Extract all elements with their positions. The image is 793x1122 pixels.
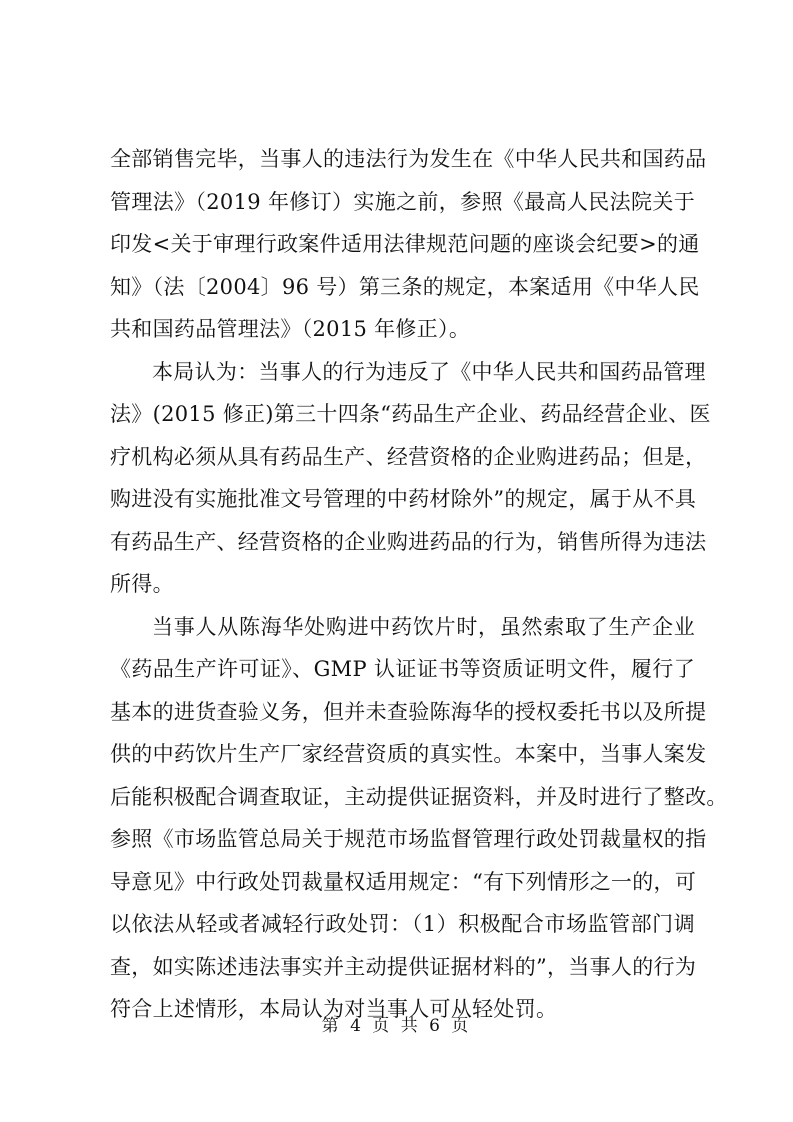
document-body bbox=[110, 138, 728, 1031]
text-line: 疗机构必须从具有药品生产、经营资格的企业购进药品；但是， bbox=[110, 444, 707, 469]
text-line: 购进没有实施批准文号管理的中药材除外”的规定，属于从不具 bbox=[110, 487, 697, 511]
text-line: 知》（法〔2004〕96 号）第三条的规定，本案适用《中华人民 bbox=[110, 274, 700, 299]
text-line: 以依法从轻或者减轻行政处罚：（1）积极配合市场监管部门调 bbox=[110, 912, 695, 936]
text-line: 全部销售完毕，当事人的违法行为发生在《中华人民共和国药品 bbox=[110, 147, 707, 171]
text-line: 法》(2015 修正)第三十四条“药品生产企业、药品经营企业、医 bbox=[110, 402, 711, 426]
text-line: 导意见》中行政处罚裁量权适用规定：“有下列情形之一的，可 bbox=[110, 869, 697, 894]
text-line: 共和国药品管理法》（2015 年修正）。 bbox=[110, 317, 471, 341]
paragraph-2 bbox=[110, 351, 711, 606]
text-line: 符合上述情形，本局认为对当事人可从轻处罚。 bbox=[110, 997, 558, 1021]
text-line: 所得。 bbox=[110, 572, 174, 596]
text-line: 查，如实陈述违法事实并主动提供证据材料的”，当事人的行为 bbox=[110, 954, 697, 979]
page-number-footer: 第 4 页 共 6 页 bbox=[321, 1016, 472, 1036]
text-line: 《药品生产许可证》、GMP 认证证书等资质证明文件，履行了 bbox=[110, 657, 695, 681]
paragraph-1 bbox=[110, 138, 707, 351]
text-line: 参照《市场监管总局关于规范市场监督管理行政处罚裁量权的指 bbox=[110, 827, 707, 851]
text-line: 印发<关于审理行政案件适用法律规范问题的座谈会纪要>的通 bbox=[110, 232, 700, 256]
text-line: 基本的进货查验义务，但并未查验陈海华的授权委托书以及所提 bbox=[110, 699, 707, 724]
paragraph-3 bbox=[110, 606, 728, 1031]
text-line: 本局认为：当事人的行为违反了《中华人民共和国药品管理 bbox=[152, 359, 706, 384]
text-line: 后能积极配合调查取证，主动提供证据资料，并及时进行了整改。 bbox=[110, 784, 728, 809]
text-line: 有药品生产、经营资格的企业购进药品的行为，销售所得为违法 bbox=[110, 529, 707, 554]
text-line: 供的中药饮片生产厂家经营资质的真实性。本案中，当事人案发 bbox=[110, 742, 707, 766]
text-line: 当事人从陈海华处购进中药饮片时，虽然索取了生产企业 bbox=[152, 614, 695, 639]
text-line: 管理法》（2019 年修订）实施之前，参照《最高人民法院关于 bbox=[110, 189, 695, 214]
